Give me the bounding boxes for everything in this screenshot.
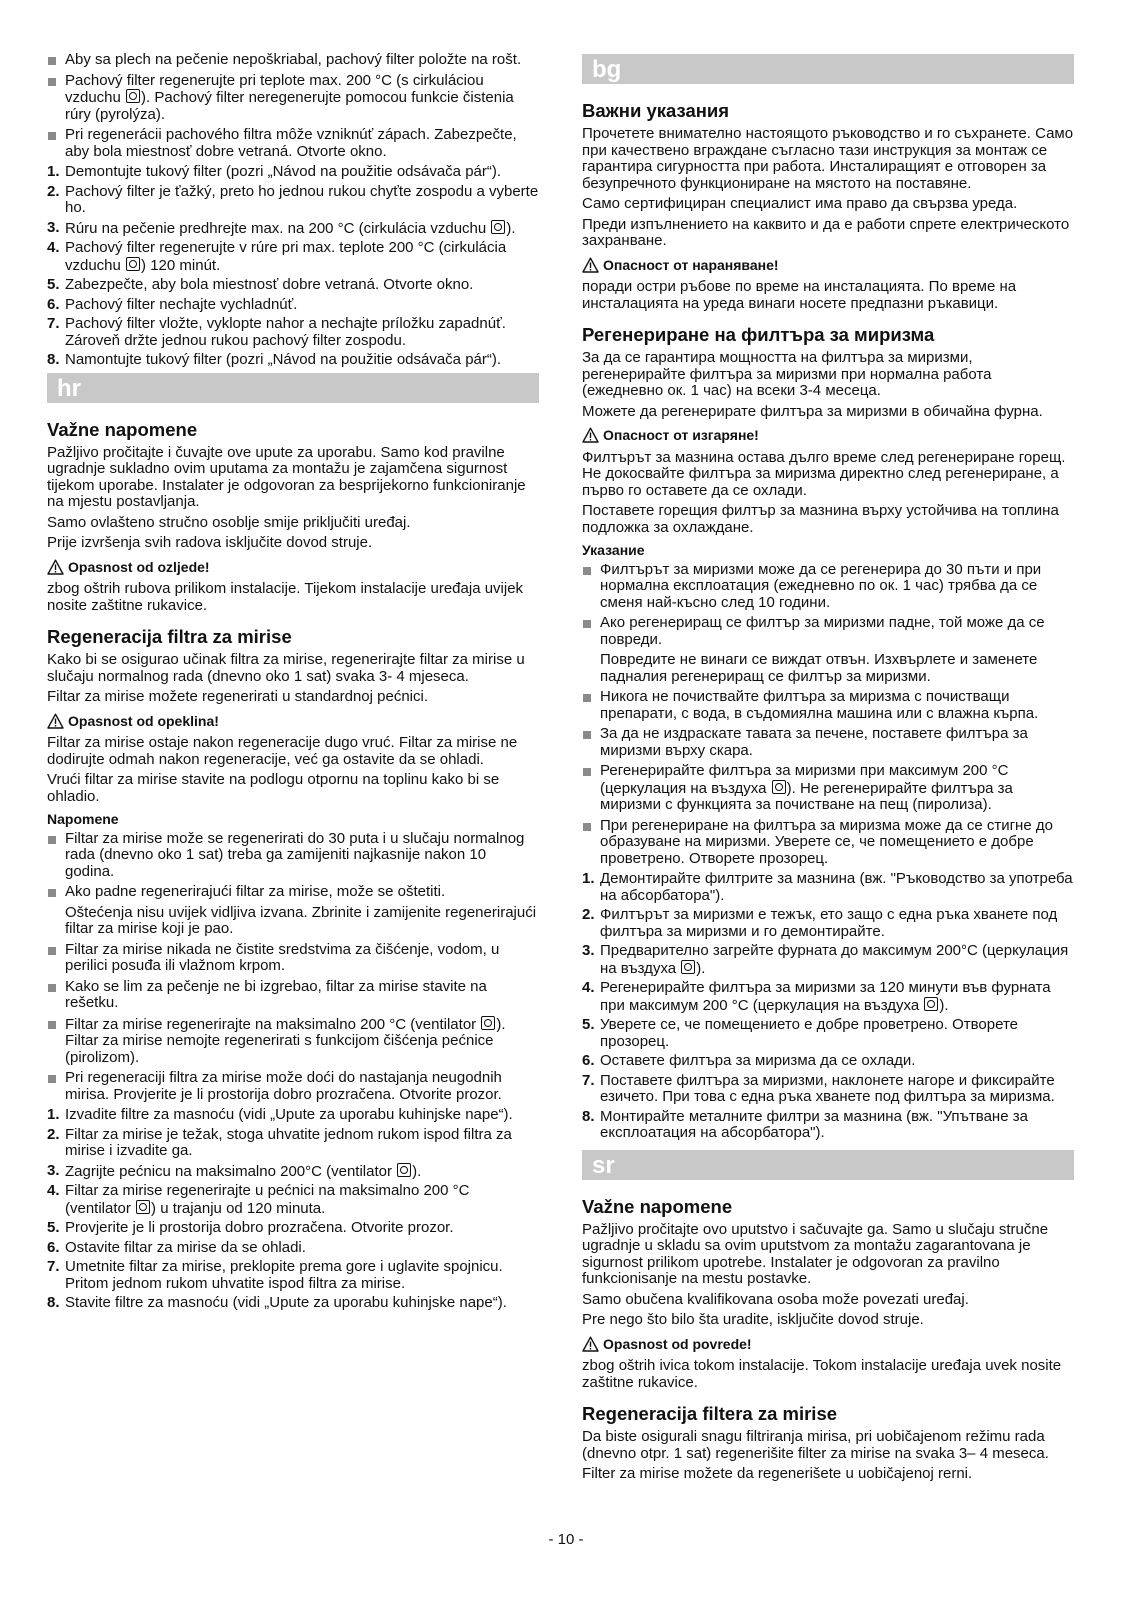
paragraph: Vrući filtar za mirise stavite na podlogu otpornu na toplinu kako bi se ohladio. — [47, 771, 500, 805]
fan-icon — [397, 1163, 411, 1177]
section-heading: Važne napomene — [582, 1195, 733, 1217]
list-item: Филтърът за миризми може да се регенерира до 30 пъти и при нормална експлоатация (ежедневно по ок. 1 час) трябва да се сменя най-късно след 10 години. — [582, 562, 1074, 612]
paragraph: Pažljivo pročitajte i čuvajte ove upute za uporabu. Samo kod pravilne ugradnje sukladno ovim uputama za montažu je zajamčena sigurnost tijekom uporabe. Instalater je odgovoran za besprijekorno funkcioniranje na mjestu postavljanja. — [47, 443, 526, 510]
hr-bullet-list — [47, 831, 539, 1104]
list-item: 1. Demontujte tukový filter (pozri „Návod na použitie odsávača pár“). — [47, 163, 502, 180]
paragraph: Filtar za mirise možete regenerirati u standardnoj pećnici. — [47, 688, 428, 705]
note-heading: Napomene — [47, 811, 119, 827]
warning-triangle-icon — [47, 559, 64, 575]
fan-icon — [924, 997, 938, 1011]
warning-heading: Opasnost od povrede! — [582, 1336, 1074, 1353]
list-item: 3. Zagrijte pećnicu na maksimalno 200°C (ventilator ). — [47, 1161, 422, 1180]
list-item: 1. Izvadite filtre za masnoću (vidi „Upute za uporabu kuhinjske nape“). — [47, 1106, 513, 1123]
list-item: Pri regenerácii pachového filtra môže vzniknúť zápach. Zabezpečte, aby bola miestnosť dobre vetraná. Otvorte okno. — [47, 127, 539, 160]
section-heading: Регенериране на филтъра за миризма — [582, 324, 935, 345]
fan-icon — [491, 220, 505, 234]
list-item: Ako padne regenerirajući filtar za mirise, može se oštetiti. Oštećenja nisu uvijek vidljiva izvana. Zbrinite i zamijenite regenerirajući filtar za mirise koji je pao. — [47, 884, 539, 938]
list-item: 5. Уверете се, че помещението е добре проветрено. Отворете прозорец. — [582, 1016, 1019, 1050]
warning-triangle-icon — [582, 257, 599, 273]
bg-steps — [582, 871, 1074, 1142]
list-item: 8. Stavite filtre za masnoću (vidi „Upute za uporabu kuhinjske nape“). — [47, 1294, 507, 1311]
paragraph: Поставете горещия филтър за мазнина върху устойчива на топлина подложка за охлаждане. — [582, 502, 1059, 536]
warning-heading: Опасност от нараняване! — [582, 257, 1074, 274]
list-item: Ако регенериращ се филтър за миризми падне, той може да се повреди. Повредите не винаги се виждат отвън. Изхвърлете и заменете падналия регенериращ се филтър за миризми. — [582, 615, 1074, 685]
paragraph: Prije izvršenja svih radova isključite dovod struje. — [47, 534, 373, 551]
list-item: 6. Оставете филтъра за миризма да се охлади. — [582, 1052, 916, 1069]
list-item: 4. Pachový filter regenerujte v rúre pri max. teplote 200 °C (cirkulácia vzduchu ) 120 minút. — [47, 239, 507, 274]
list-item: Никога не почиствайте филтъра за миризма с почистващи препарати, с вода, в съдомиялна машина или с влажна кърпа. — [582, 689, 1074, 722]
paragraph: Преди изпълнението на каквито и да е работи спрете електрическото захранване. — [582, 215, 1070, 249]
fan-icon — [481, 1016, 495, 1030]
list-item: 7. Поставете филтъра за миризми, наклонете нагоре и фиксирайте езичето. При това с една ръка хванете под филтъра за миризма. — [582, 1071, 1055, 1105]
list-item: 6. Ostavite filtar za mirise da se ohladi. — [47, 1238, 306, 1256]
warning-triangle-icon — [47, 713, 64, 729]
warning-heading: Опасност от изгаряне! — [582, 427, 1074, 444]
warning-heading: Opasnost od ozljede! — [47, 559, 539, 576]
paragraph: Pažljivo pročitajte ovo uputstvo i sačuvajte ga. Samo u slučaju stručne ugradnje u skladu sa ovim uputstvom za montažu zagarantovana je sigurnost prilikom upotrebe. Instalater je odgovoran za pravilno funkcionisanje na mestu postavke. — [582, 1220, 1049, 1287]
list-item: 3. Rúru na pečenie predhrejte max. na 200 °C (cirkulácia vzduchu ). — [47, 218, 516, 237]
paragraph: Kako bi se osigurao učinak filtra za mirise, regenerirajte filtar za mirise u slučaju normalnog rada (dnevno oko 1 sat) svaka 3- 4 mjeseca. — [47, 651, 525, 685]
section-heading: Regeneracija filtera za mirise — [582, 1403, 838, 1424]
list-item: Kako se lim za pečenje ne bi izgrebao, filtar za mirise stavite na rešetku. — [47, 979, 539, 1012]
fan-icon — [681, 960, 695, 974]
fan-icon — [136, 1200, 150, 1214]
list-item: Регенерирайте филтъра за миризми при максимум 200 °C (церкулация на въздуха ). Не регенерирайте филтъра за миризми с функцията за почистване на пещ (пиролиза). — [582, 763, 1074, 814]
list-item: 7. Umetnite filtar za mirise, preklopite prema gore i uglavite spojnicu. Pritom jednom rukom uhvatite ispod filtra za mirise. — [47, 1258, 503, 1292]
list-item: Pri regeneraciji filtra za mirise može doći do nastajanja neugodnih mirisa. Provjerite je li prostorija dobro prozračena. Otvorite prozor. — [47, 1070, 539, 1103]
fan-icon — [126, 257, 140, 271]
paragraph: Samo obučena kvalifikovana osoba može povezati uređaj. — [582, 1290, 969, 1308]
paragraph: Само сертифициран специалист има право да свързва уреда. — [582, 195, 1018, 212]
warning-triangle-icon — [582, 1336, 599, 1352]
sk-bullet-list — [47, 52, 539, 160]
bg-bullet-list — [582, 562, 1074, 868]
paragraph: Filter za mirise možete da regenerišete u uobičajenoj rerni. — [582, 1465, 973, 1482]
list-item: 4. Filtar za mirise regenerirajte u pećnici na maksimalno 200 °C (ventilator ) u trajanju od 120 minuta. — [47, 1182, 470, 1217]
list-item: 8. Namontujte tukový filter (pozri „Návod na použitie odsávača pár“). — [47, 351, 502, 368]
section-heading: Važne napomene — [47, 418, 198, 440]
list-item: 2. Филтърът за миризми е тежък, ето защо с една ръка хванете под филтъра за миризми и го демонтирайте. — [582, 906, 1058, 940]
fan-icon — [126, 89, 140, 103]
hr-steps — [47, 1107, 539, 1312]
list-item: Filtar za mirise može se regenerirati do 30 puta i u slučaju normalnog rada (dnevno oko 1 sat) treba ga zamijeniti najkasnije nakon 10 godina. — [47, 831, 539, 881]
list-item: 5. Zabezpečte, aby bola miestnosť dobre vetraná. Otvorte okno. — [47, 276, 474, 293]
paragraph: zbog oštrih rubova prilikom instalacije. Tijekom instalacije uređaja uvijek nosite zaštitne rukavice. — [47, 580, 524, 614]
list-item: 7. Pachový filter vložte, vyklopte nahor a nechajte príložku zapadnúť. Zároveň držte jednou rukou pachový filter zospodu. — [47, 315, 506, 349]
paragraph: За да се гарантира мощността на филтъра за миризми, регенерирайте филтъра за миризми при нормална работа (ежедневно ок. 1 час) на всеки 3-4 месеца. — [582, 349, 992, 399]
paragraph: Da biste osigurali snagu filtriranja mirisa, pri uobičajenom režimu rada (dnevno otpr. 1 sat) regenerišite filter za mirise na svaka 3– 4 meseca. — [582, 1428, 1049, 1462]
list-item: 5. Provjerite je li prostorija dobro prozračena. Otvorite prozor. — [47, 1219, 454, 1236]
language-band-sr: sr — [582, 1150, 1074, 1180]
right-column — [582, 52, 1074, 1487]
list-item: 3. Предварително загрейте фурната до максимум 200°C (церкулация на въздуха ). — [582, 942, 1069, 977]
note-heading: Указание — [582, 542, 645, 558]
list-item: 6. Pachový filter nechajte vychladnúť. — [47, 295, 298, 313]
list-item: При регенериране на филтъра за миризма може да се стигне до образуване на миризми. Уверете се, че помещението е добре проветрено. Отворете прозорец. — [582, 818, 1074, 868]
warning-triangle-icon — [582, 427, 599, 443]
paragraph: Pre nego što bilo šta uradite, isključite dovod struje. — [582, 1311, 924, 1328]
page-number: - 10 - — [548, 1531, 584, 1548]
list-item: Aby sa plech na pečenie nepoškriabal, pachový filter položte na rošt. — [47, 52, 539, 69]
list-item: Filtar za mirise regenerirajte na maksimalno 200 °C (ventilator ). Filtar za mirise nemojte regenerirati s funkcijom čišćenja pećnice (pirolizom). — [47, 1016, 539, 1067]
paragraph: Filtar za mirise ostaje nakon regeneracije dugo vruć. Filtar za mirise ne dodirujte odmah nakon regeneracije, već ga ostavite da se ohladi. — [47, 734, 518, 768]
list-item: 4. Регенерирайте филтъра за миризми за 120 минути във фурната при максимум 200 °C (церкулация на въздуха ). — [582, 979, 1051, 1014]
warning-heading: Opasnost od opeklina! — [47, 713, 539, 730]
list-item: 1. Демонтирайте филтрите за мазнина (вж. "Ръководство за употреба на абсорбатора"). — [582, 870, 1073, 904]
list-item: 2. Filtar za mirise je težak, stoga uhvatite jednom rukom ispod filtra za mirise i izvadite ga. — [47, 1125, 512, 1159]
left-column — [47, 52, 539, 1316]
sk-steps — [47, 164, 539, 369]
fan-icon — [772, 780, 786, 794]
section-heading: Regeneracija filtra za mirise — [47, 626, 292, 647]
section-heading: Важни указания — [582, 100, 730, 121]
list-item: Filtar za mirise nikada ne čistite sredstvima za čišćenje, vodom, u perilici posuđa ili vlažnom krpom. — [47, 942, 539, 975]
list-item: Pachový filter regenerujte pri teplote max. 200 °C (s cirkuláciou vzduchu ). Pachový filter neregenerujte pomocou funkcie čistenia rúry (pyrolýza). — [47, 73, 539, 124]
list-item: За да не издраскате тавата за печене, поставете филтъра за миризми върху скара. — [582, 726, 1074, 759]
paragraph: Прочетете внимателно настоящото ръководство и го съхранете. Само при качествено вграждане съгласно тази инструкция за монтаж се гарантира сигурността при работа. Инсталиращият е отговорен за безупречното функциониране на мястото на поставяне. — [582, 125, 1074, 192]
paragraph: Филтърът за мазнина остава дълго време след регенериране горещ. Не докосвайте филтъра за миризма директно след регенериране, а първо го оставете да се охлади. — [582, 448, 1066, 499]
language-band-hr: hr — [47, 373, 539, 403]
paragraph: Можете да регенерирате филтъра за миризми в обичайна фурна. — [582, 402, 1043, 420]
paragraph: Samo ovlašteno stručno osoblje smije priključiti uređaj. — [47, 513, 411, 531]
list-item: 8. Монтирайте металните филтри за мазнина (вж. "Упътване за експлоатация на абсорбатора"). — [582, 1107, 1028, 1141]
paragraph: zbog oštrih ivica tokom instalacije. Tokom instalacije uređaja uvek nosite zaštitne rukavice. — [582, 1357, 1062, 1391]
list-item: 2. Pachový filter je ťažký, preto ho jednou rukou chyťte zospodu a vyberte ho. — [47, 182, 539, 216]
paragraph: поради остри ръбове по време на инсталацията. По време на инсталацията на уреда винаги носете предпазни ръкавици. — [582, 278, 1017, 312]
language-band-bg: bg — [582, 54, 1074, 84]
